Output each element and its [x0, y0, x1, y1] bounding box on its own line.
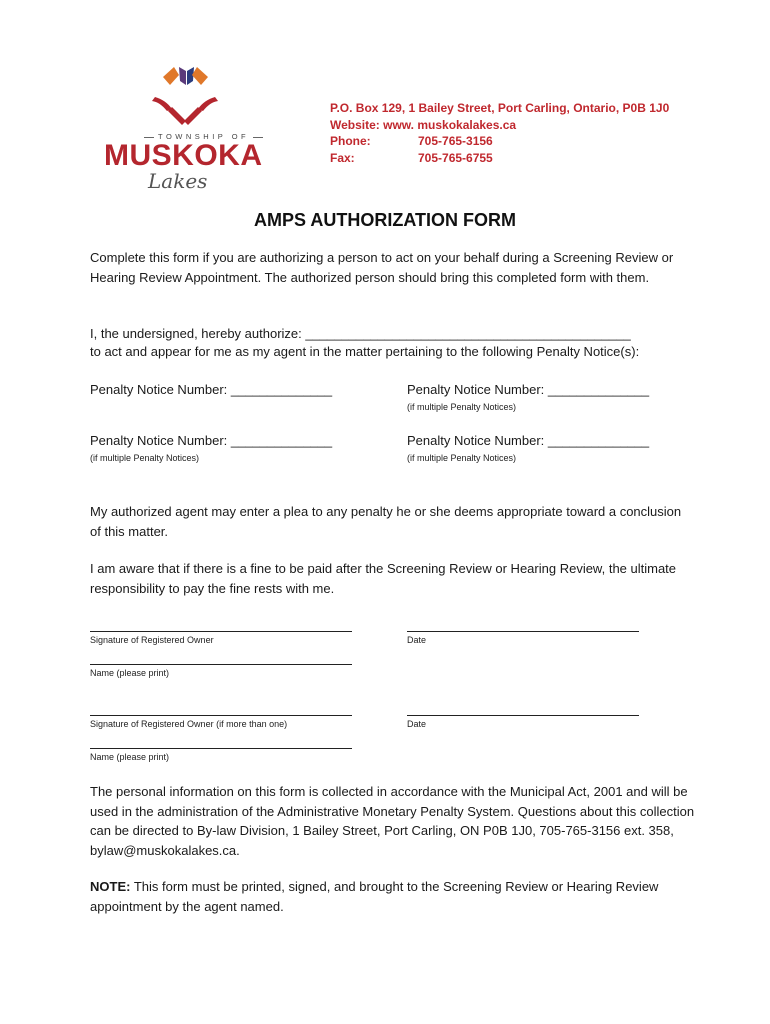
date-2-label: Date [407, 719, 427, 729]
contact-block [330, 100, 669, 166]
fax-row [330, 150, 669, 167]
lakes-wordmark: Lakes [148, 169, 208, 193]
penalty-notice-field-3[interactable]: Penalty Notice Number: ______________ [90, 433, 333, 448]
township-logo [100, 65, 270, 193]
date-label: Date [407, 635, 427, 645]
phone-number: 705-765-3156 [418, 134, 493, 148]
township-of-text: TOWNSHIP OF [140, 132, 267, 141]
postal-address: P.O. Box 129, 1 Bailey Street, Port Carling, Ontario, P0B 1J0 [330, 101, 670, 115]
website: Website: www. muskokalakes.ca [330, 117, 517, 132]
plea-paragraph: My authorized agent may enter a plea to any penalty he or she deems appropriate toward a conclusion of this matter. [90, 504, 682, 539]
responsibility-paragraph: I am aware that if there is a fine to be paid after the Screening Review or Hearing Review, the ultimate responsibility to pay the fine rests with me. [90, 561, 677, 596]
penalty-notice-field-4[interactable]: Penalty Notice Number: ______________ [407, 433, 650, 448]
date-2-line[interactable] [407, 715, 639, 716]
name-print-label: Name (please print) [90, 668, 170, 678]
authorize-scope-text: to act and appear for me as my agent in the matter pertaining to the following Penalty Notice(s): [90, 344, 640, 359]
note-text: This form must be printed, signed, and brought to the Screening Review or Hearing Review appointment by the agent named. [90, 879, 659, 914]
form-title: AMPS AUTHORIZATION FORM [254, 210, 516, 230]
fax-label: Fax: [330, 150, 355, 165]
penalty-notice-field-2[interactable]: Penalty Notice Number: ______________ [407, 382, 650, 397]
intro-paragraph: Complete this form if you are authorizing a person to act on your behalf during a Screening Review or Hearing Review Appointment. The authorized person should bring this completed form with them. [90, 250, 674, 285]
name-print-2-line[interactable] [90, 748, 352, 749]
signature-owner-label: Signature of Registered Owner [90, 635, 214, 645]
fax-number: 705-765-6755 [418, 150, 493, 165]
name-print-line[interactable] [90, 664, 352, 665]
note-paragraph [90, 877, 690, 916]
note-label: NOTE: [90, 879, 131, 894]
authorize-agent-field[interactable]: I, the undersigned, hereby authorize: _____________________________________________ [90, 326, 631, 341]
phone-row [330, 133, 669, 150]
signature-owner-line[interactable] [90, 631, 352, 632]
multiple-notices-note: (if multiple Penalty Notices) [407, 402, 517, 412]
signature-owner-2-line[interactable] [90, 715, 352, 716]
crown-emblem-icon [100, 65, 270, 135]
name-print-2-label: Name (please print) [90, 752, 170, 762]
muskoka-wordmark: MUSKOKA [104, 139, 263, 172]
date-line[interactable] [407, 631, 639, 632]
multiple-notices-note: (if multiple Penalty Notices) [90, 453, 200, 463]
penalty-notice-field-1[interactable]: Penalty Notice Number: ______________ [90, 382, 333, 397]
privacy-paragraph: The personal information on this form is collected in accordance with the Municipal Act, 2001 and will be used in the administration of the Administrative Monetary Penalty System. Questions about this collection can be directed to By-law Division, 1 Bailey Street, Port Carling, ON P0B 1J0, 705-765-3156 ext. 358, bylaw@muskokalakes.ca. [90, 784, 695, 858]
phone-label: Phone: [330, 134, 371, 148]
signature-owner-2-label: Signature of Registered Owner (if more than one) [90, 719, 288, 729]
multiple-notices-note: (if multiple Penalty Notices) [407, 453, 517, 463]
